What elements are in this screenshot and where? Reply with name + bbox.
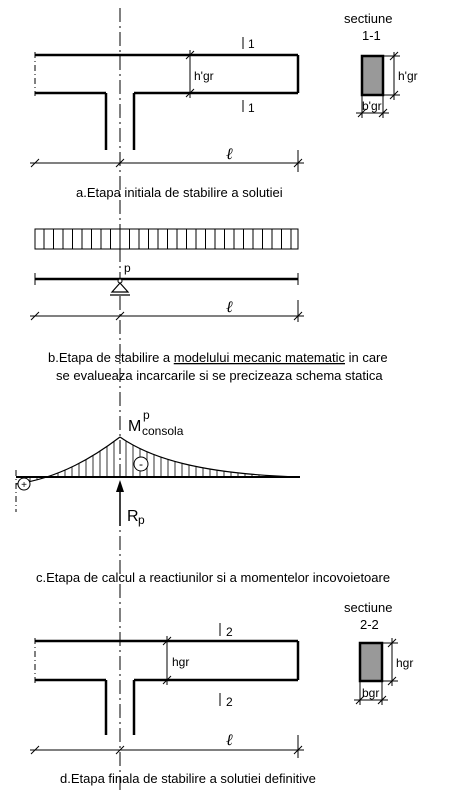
caption-b-line1 xyxy=(48,350,388,365)
span-label: ℓ xyxy=(226,299,233,316)
section-width-label: b'gr xyxy=(362,99,382,113)
distributed-load-band xyxy=(35,229,298,249)
stage-d xyxy=(30,600,413,786)
section-height-label: h'gr xyxy=(398,69,418,83)
caption-d: d.Etapa finala de stabilire a solutiei definitive xyxy=(60,771,316,786)
cut-label-bottom: 2 xyxy=(226,695,233,709)
height-label: h'gr xyxy=(194,69,214,83)
stage-c xyxy=(16,408,390,585)
stage-b xyxy=(30,229,388,383)
cut-label-top: 2 xyxy=(226,625,233,639)
span-label: ℓ xyxy=(226,146,233,163)
section-rect xyxy=(362,56,383,95)
caption-b-line2: se evalueaza incarcarile si se precizeaza schema statica xyxy=(56,368,383,383)
section-number: 2-2 xyxy=(360,617,379,632)
section-height-label: hgr xyxy=(396,656,414,670)
negative-sign: - xyxy=(139,457,143,471)
section-width-label: bgr xyxy=(362,686,380,700)
moment-label: M xyxy=(128,418,142,435)
stage-a xyxy=(30,11,418,200)
load-label: p xyxy=(124,261,131,275)
section-title: sectiune xyxy=(344,600,393,615)
moment-superscript: p xyxy=(143,408,150,422)
positive-sign: + xyxy=(21,480,27,491)
height-label: hgr xyxy=(172,655,190,669)
support-icon xyxy=(110,279,130,295)
moment-subscript: consola xyxy=(142,424,184,438)
span-label: ℓ xyxy=(226,732,233,749)
cut-label-bottom: 1 xyxy=(248,101,255,115)
caption-b-underlined: modelului mecanic matematic xyxy=(173,350,345,365)
caption-b-prefix: b.Etapa de stabilire a xyxy=(48,350,174,365)
caption-b-suffix: in care xyxy=(344,350,388,365)
section-number: 1-1 xyxy=(362,28,381,43)
cut-label-top: 1 xyxy=(248,37,255,51)
reaction-arrow-head xyxy=(116,480,124,492)
section-rect xyxy=(360,643,382,681)
section-title: sectiune xyxy=(344,11,393,26)
caption-c: c.Etapa de calcul a reactiunilor si a momentelor incovoietoare xyxy=(36,570,391,585)
reaction-label: R xyxy=(127,508,139,525)
reaction-subscript: p xyxy=(138,513,145,527)
caption-a: a.Etapa initiala de stabilire a solutiei xyxy=(76,185,283,200)
